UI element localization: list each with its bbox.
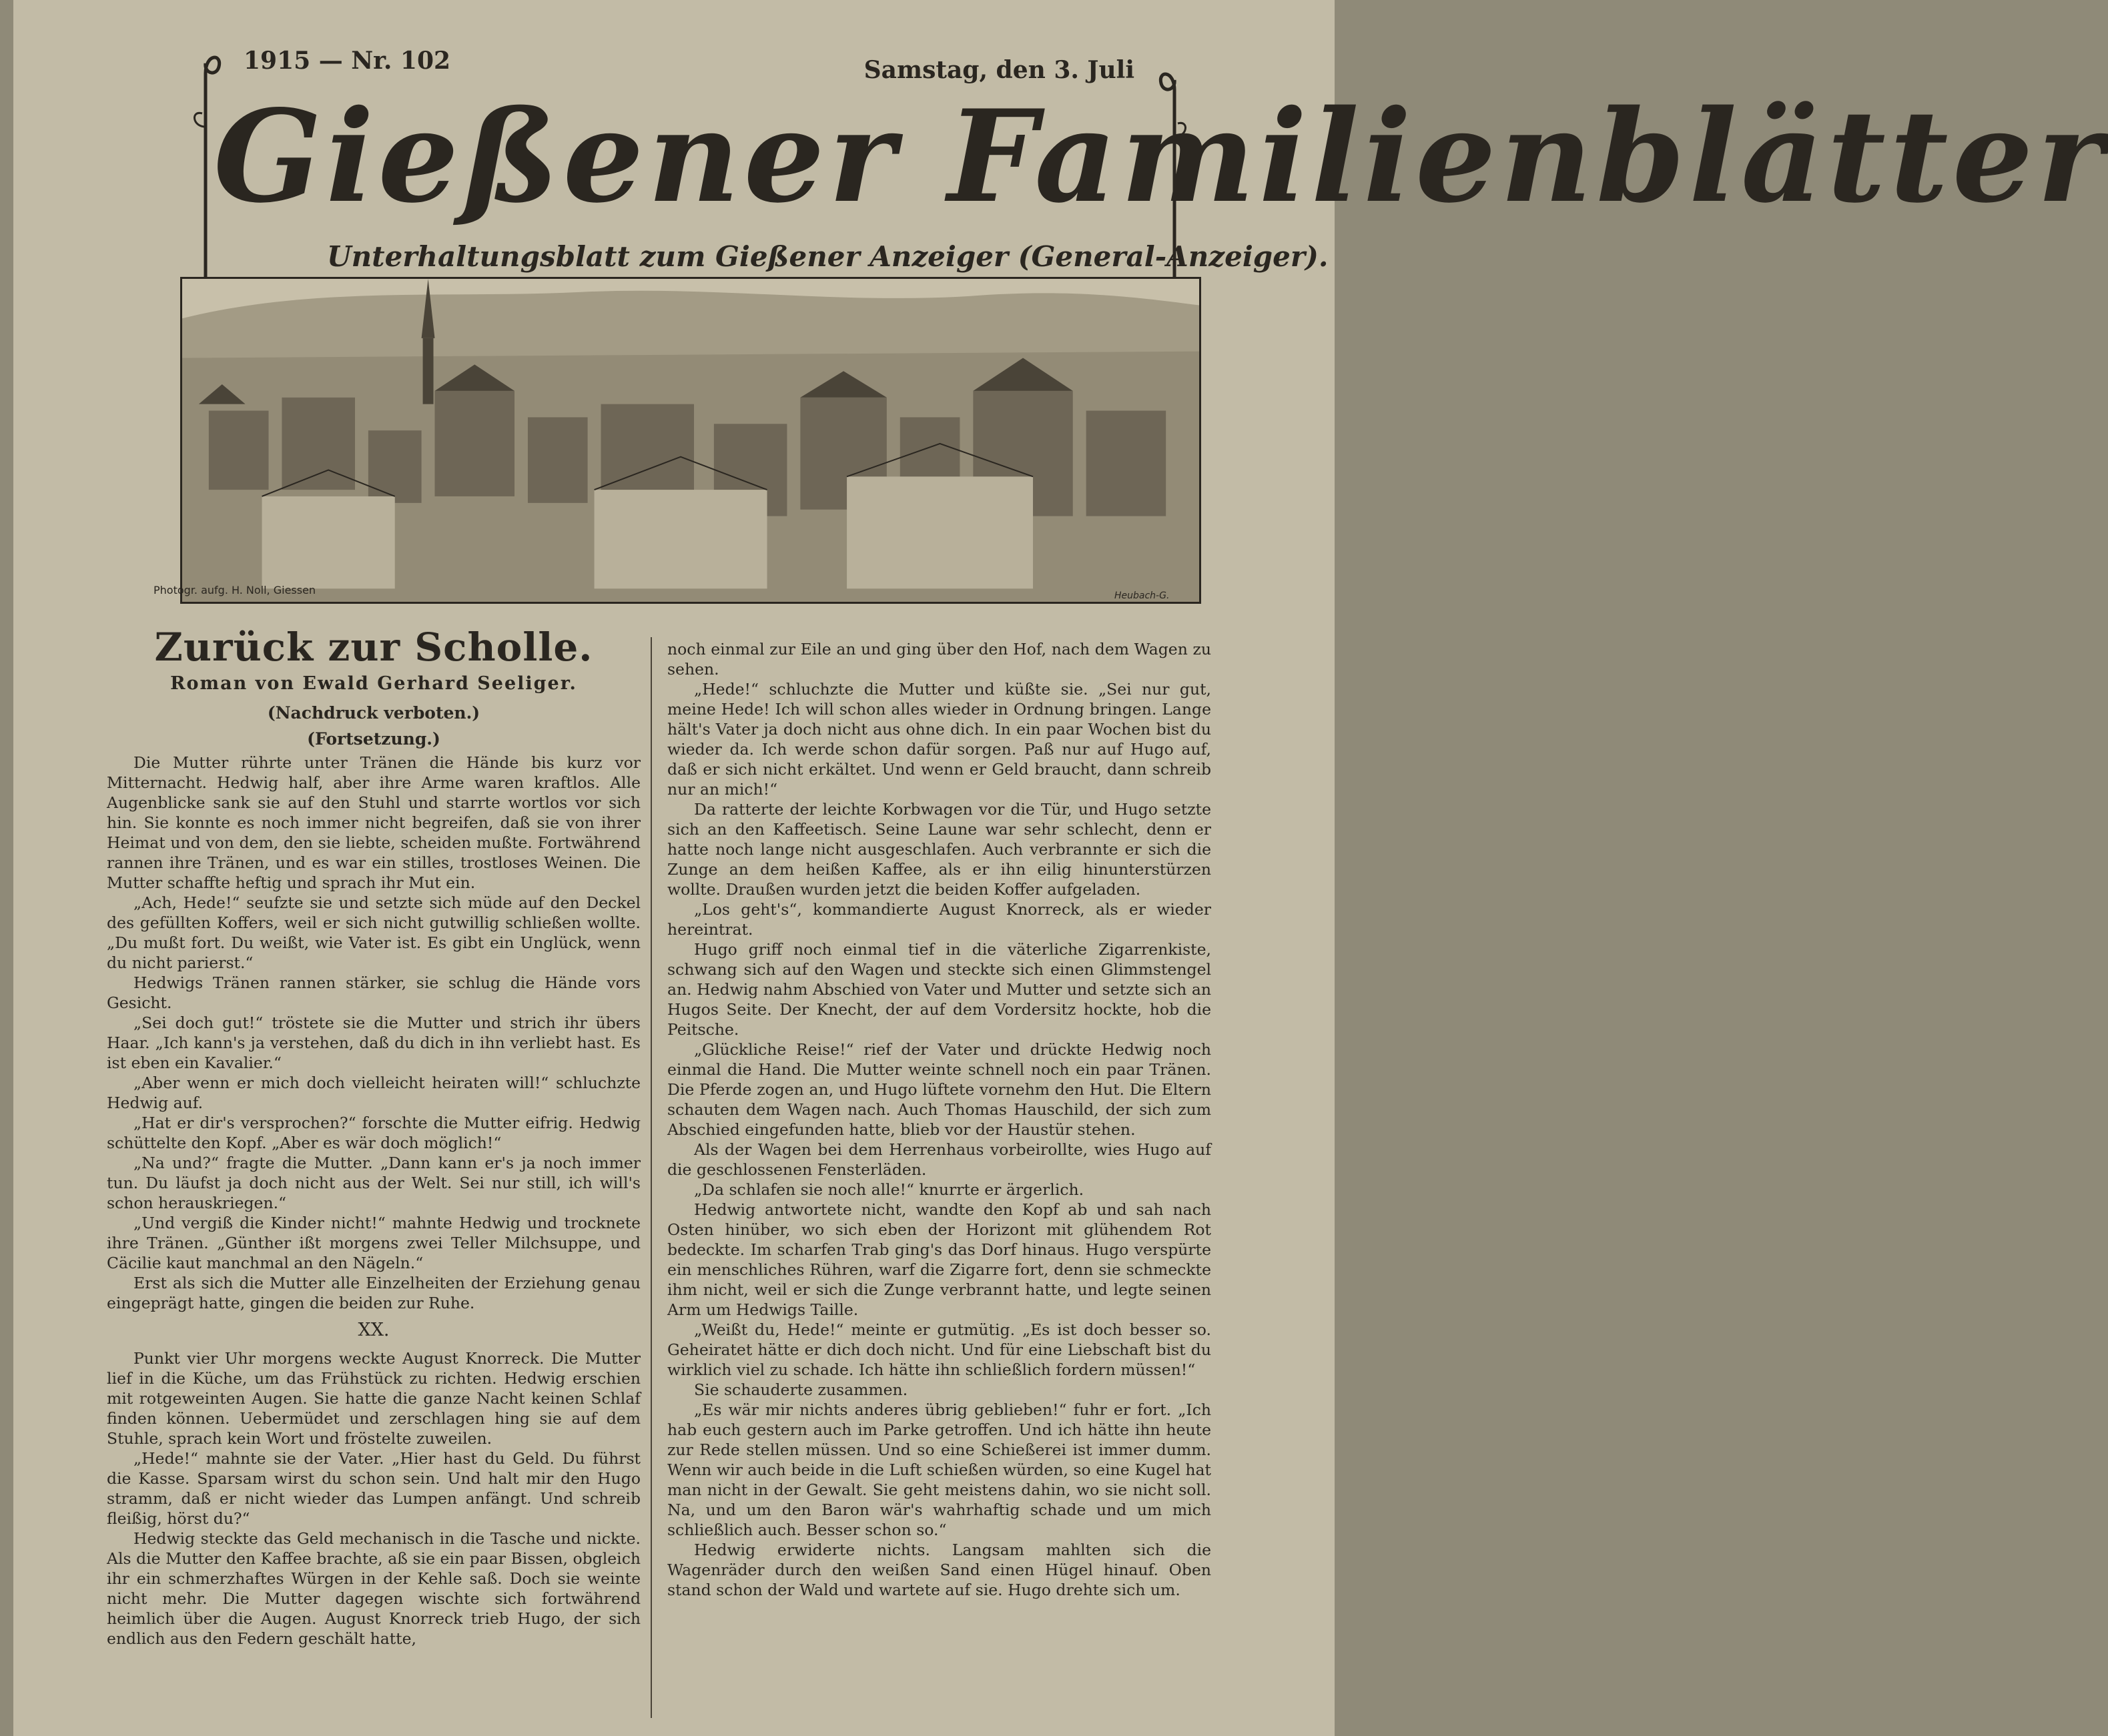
newspaper-page	[13, 0, 2108, 1736]
chapter-heading: XX.	[358, 1320, 390, 1340]
paragraph: „Da schlafen sie noch alle!“ knurrte er ärgerlich.	[694, 1180, 1084, 1199]
paragraph: Hedwig steckte das Geld mechanisch in die Tasche und nickte. Als die Mutter den Kaffee brachte, aß sie ein paar Bissen, obgleich ihr ein schmerzhaftes Würgen in der Kehle saß. Doch sie weinte nicht mehr. Die Mutter dagegen wischte sich fortwährend heimlich über die Augen. August Knorreck trieb Hugo, der sich endlich aus den Federn geschält hatte,	[107, 1529, 641, 1648]
article-column-left	[107, 624, 641, 1649]
paragraph: Hugo griff noch einmal tief in die väterliche Zigarrenkiste, schwang sich auf den Wagen und steckte sich einen Glimmstengel an. Hedwig nahm Abschied von Vater und Mutter und setzte sich an Hugos Seite. Der Knecht, der auf dem Vordersitz hockte, hob die Peitsche.	[667, 940, 1211, 1039]
city-panorama-illustration	[180, 277, 1201, 604]
paragraph: Die Mutter rührte unter Tränen die Hände bis kurz vor Mitternacht. Hedwig half, aber ihre Arme waren kraftlos. Alle Augenblicke sank sie auf den Stuhl und starrte wortlos vor sich hin. Sie konnte es noch immer nicht begreifen, daß sie von ihrer Heimat und von dem, den sie liebte, scheiden mußte. Fortwährend rannen ihre Tränen, und es war ein stilles, trostloses Weinen. Die Mutter schaffte heftig und sprach ihr Mut ein.	[107, 753, 641, 892]
paragraph: „Es wär mir nichts anderes übrig geblieben!“ fuhr er fort. „Ich hab euch gestern auch im Parke getroffen. Und ich hätte ihn heute zur Rede stellen müssen. Und so eine Schießerei ist immer dumm. Wenn wir auch beide in die Luft schießen würden, so eine Kugel hat man nicht in der Gewalt. Sie geht meistens dahin, wo sie nicht soll. Na, und um den Baron wär's wahrhaftig schade und um mich schließlich auch. Besser schon so.“	[667, 1400, 1211, 1539]
paragraph: noch einmal zur Eile an und ging über den Hof, nach dem Wagen zu sehen.	[667, 640, 1211, 679]
paragraph: „Los geht's“, kommandierte August Knorreck, als er wieder hereintrat.	[667, 900, 1211, 939]
paragraph: „Aber wenn er mich doch vielleicht heiraten will!“ schluchzte Hedwig auf.	[107, 1073, 641, 1112]
paragraph: „Hede!“ mahnte sie der Vater. „Hier hast du Geld. Du führst die Kasse. Sparsam wirst du schon sein. Und halt mir den Hugo stramm, daß er nicht wieder das Lumpen anfängt. Und schreib fleißig, hörst du?“	[107, 1449, 641, 1528]
column-divider	[651, 637, 652, 1718]
paragraph: Punkt vier Uhr morgens weckte August Knorreck. Die Mutter lief in die Küche, um das Frühstück zu richten. Hedwig erschien mit rotgeweinten Augen. Sie hatte die ganze Nacht keinen Schlaf finden können. Uebermüdet und zerschlagen hing sie auf dem Stuhle, sprach kein Wort und fröstelte zuweilen.	[107, 1349, 641, 1448]
issue-number: 1915 — Nr. 102	[244, 47, 451, 75]
newspaper-title: Gießener Familienblätter	[214, 82, 2108, 231]
paragraph: „Hat er dir's versprochen?“ forschte die Mutter eifrig. Hedwig schüttelte den Kopf. „Aber es wär doch möglich!“	[107, 1114, 641, 1152]
story-title: Zurück zur Scholle.	[154, 624, 593, 670]
engraver-credit: Heubach-G.	[1114, 590, 1170, 601]
paragraph: „Hede!“ schluchzte die Mutter und küßte sie. „Sei nur gut, meine Hede! Ich will schon alles wieder in Ordnung bringen. Lange hält's Vater ja doch nicht aus ohne dich. In ein paar Wochen bist du wieder da. Ich werde schon dafür sorgen. Paß nur auf Hugo auf, daß er sich nicht erkältet. Und wenn er Geld braucht, dann schreib nur an mich!“	[667, 680, 1211, 799]
paragraph: Als der Wagen bei dem Herrenhaus vorbeirollte, wies Hugo auf die geschlossenen Fensterläden.	[667, 1140, 1211, 1179]
paragraph: Hedwig erwiderte nichts. Langsam mahlten sich die Wagenräder durch den weißen Sand einen Hügel hinauf. Oben stand schon der Wald und wartete auf sie. Hugo drehte sich um.	[667, 1541, 1211, 1599]
paragraph: „Glückliche Reise!“ rief der Vater und drückte Hedwig noch einmal die Hand. Die Mutter weinte schnell noch ein paar Tränen. Die Pferde zogen an, und Hugo lüftete vornehm den Hut. Die Eltern schauten dem Wagen nach. Auch Thomas Hauschild, der sich zum Abschied eingefunden hatte, blieb vor der Haustür stehen.	[667, 1040, 1211, 1139]
photo-credit: Photogr. aufg. H. Noll, Giessen	[153, 584, 316, 596]
story-byline: Roman von Ewald Gerhard Seeliger.	[170, 673, 577, 694]
paragraph: Hedwig antwortete nicht, wandte den Kopf ab und sah nach Osten hinüber, wo sich eben der Horizont mit glühendem Rot bedeckte. Im scharfen Trab ging's das Dorf hinaus. Hugo verspürte ein menschliches Rühren, warf die Zigarre fort, denn sie schmeckte ihm nicht, weil er sich die Zunge verbrannt hatte, und legte seinen Arm um Hedwigs Taille.	[667, 1200, 1211, 1319]
paragraph: „Ach, Hede!“ seufzte sie und setzte sich müde auf den Deckel des gefüllten Koffers, weil er sich nicht gutwillig schließen wollte. „Du mußt fort. Du weißt, wie Vater ist. Es gibt ein Unglück, wenn du nicht parierst.“	[107, 893, 641, 972]
paragraph: „Sei doch gut!“ tröstete sie die Mutter und strich ihr übers Haar. „Ich kann's ja verstehen, daß du dich in ihn verliebt hast. Es ist eben ein Kavalier.“	[107, 1013, 641, 1072]
paragraph: Sie schauderte zusammen.	[694, 1380, 908, 1399]
article-column-right	[667, 639, 1211, 1600]
paragraph: Da ratterte der leichte Korbwagen vor die Tür, und Hugo setzte sich an den Kaffeetisch. Seine Laune war sehr schlecht, denn er hatte noch lange nicht ausgeschlafen. Auch verbrannte er sich die Zunge an dem heißen Kaffee, als er ihn eilig hinunterstürzen wollte. Draußen wurden jetzt die beiden Koffer aufgeladen.	[667, 800, 1211, 899]
issue-date: Samstag, den 3. Juli	[863, 56, 1134, 84]
newspaper-subtitle: Unterhaltungsblatt zum Gießener Anzeiger (General-Anzeiger).	[327, 240, 1329, 273]
paragraph: „Und vergiß die Kinder nicht!“ mahnte Hedwig und trocknete ihre Tränen. „Günther ißt morgens zwei Teller Milchsuppe, und Cäcilie kaut manchmal an den Nägeln.“	[107, 1214, 641, 1272]
paragraph: Hedwigs Tränen rannen stärker, sie schlug die Hände vors Gesicht.	[107, 973, 641, 1012]
paragraph: „Na und?“ fragte die Mutter. „Dann kann er's ja noch immer tun. Du läufst ja doch nicht aus der Welt. Sei nur still, ich will's schon herauskriegen.“	[107, 1154, 641, 1212]
continuation-note: (Fortsetzung.)	[307, 729, 440, 749]
paragraph: „Weißt du, Hede!“ meinte er gutmütig. „Es ist doch besser so. Geheiratet hätte er dich doch nicht. Und für eine Liebschaft bist du wirklich viel zu schade. Ich hätte ihn schließlich fordern müssen!“	[667, 1320, 1211, 1379]
reprint-notice: (Nachdruck verboten.)	[267, 703, 480, 723]
paragraph: Erst als sich die Mutter alle Einzelheiten der Erziehung genau eingeprägt hatte, gingen die beiden zur Ruhe.	[107, 1274, 641, 1312]
